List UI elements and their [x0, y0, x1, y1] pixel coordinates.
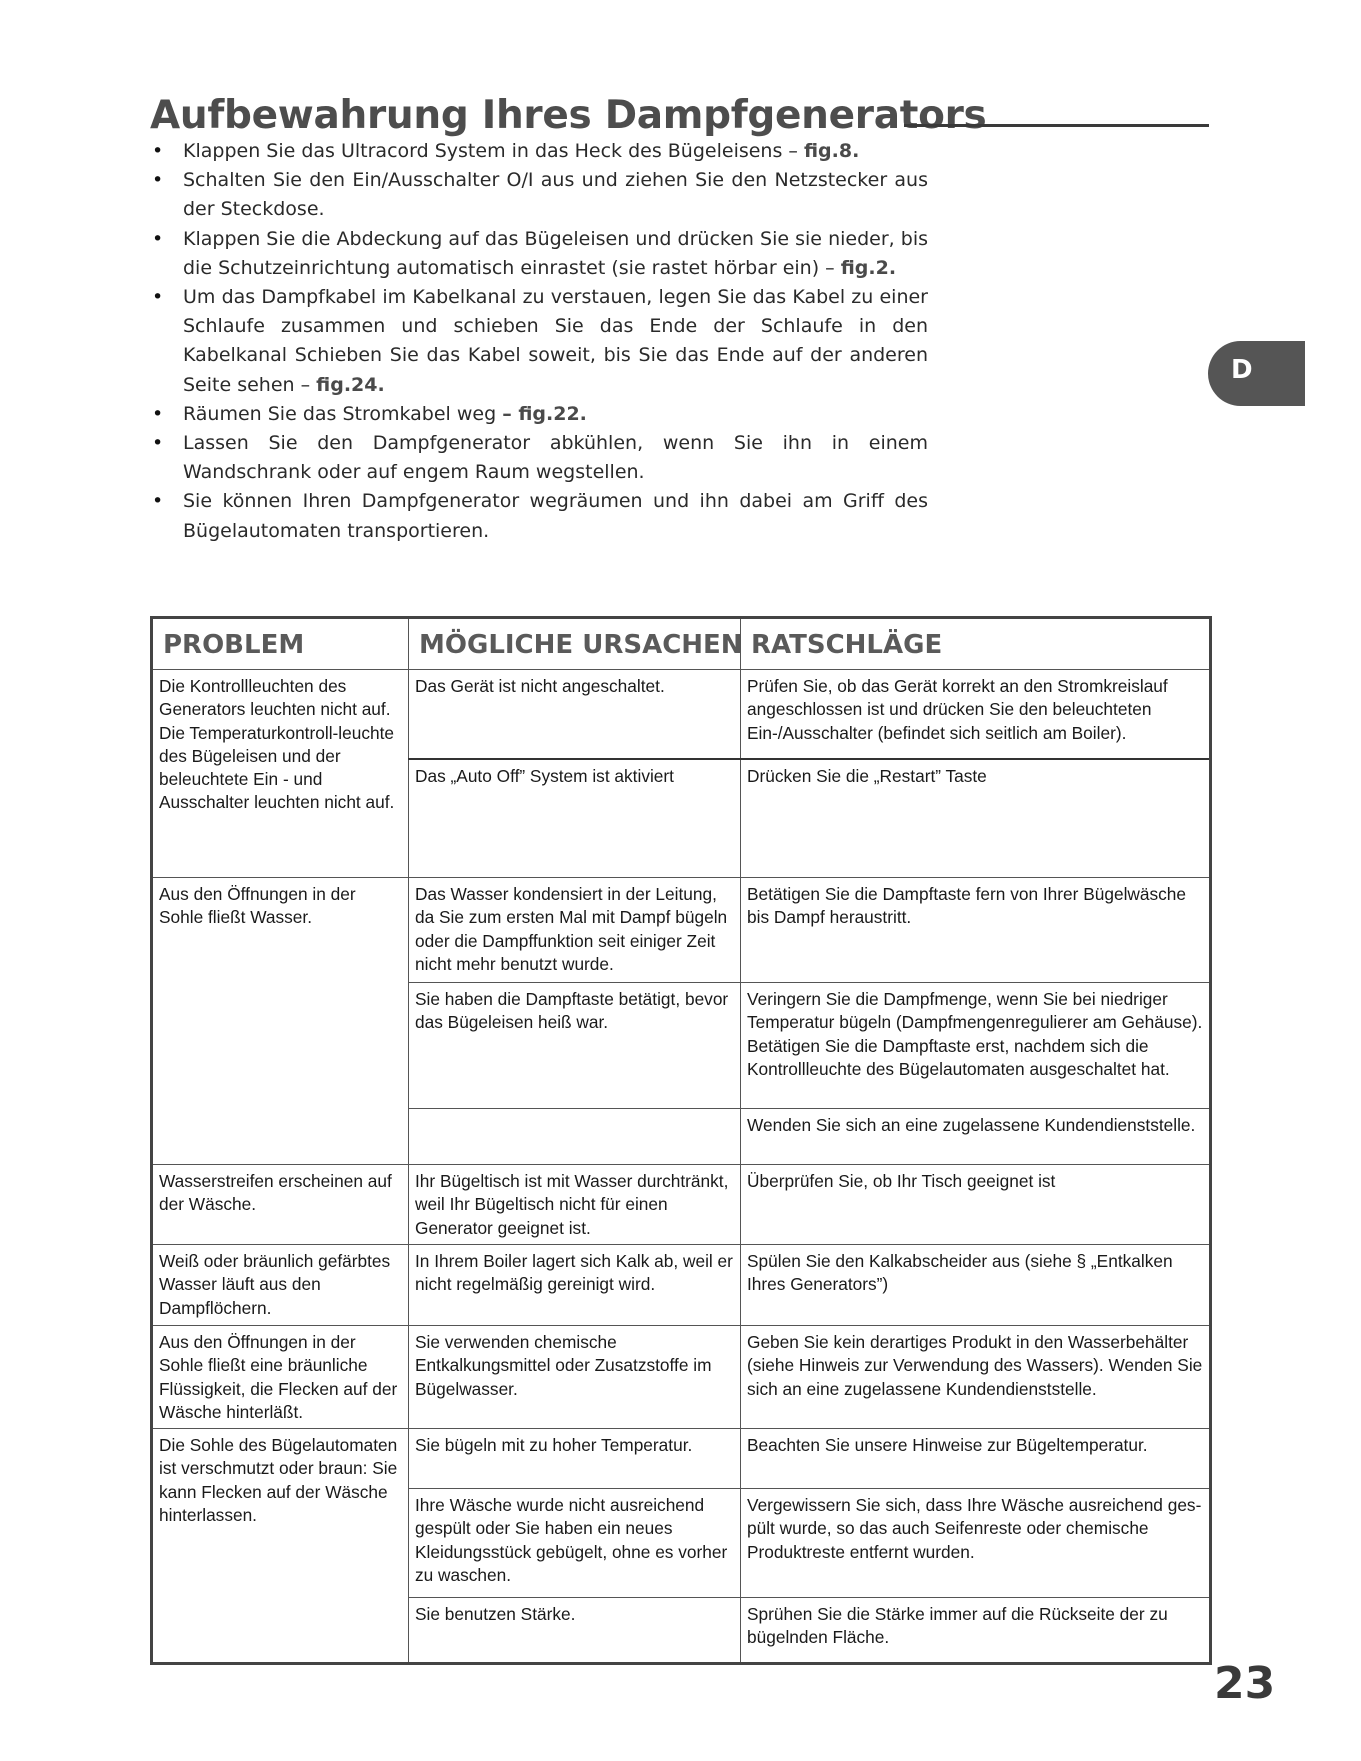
header-problem: PROBLEM [163, 630, 305, 660]
language-tab [1208, 341, 1305, 406]
remedy-cell: Sprühen Sie die Stärke immer auf die Rückseite der zu bügelnden Fläche. [747, 1604, 1168, 1648]
cause-cell: Das Wasser kondensiert in der Leitung, da Sie zum ersten Mal mit Dampf bügeln oder die Dampffunktion seit einiger Zeit nicht mehr benutzt wurde. [415, 884, 728, 974]
cause-cell: Ihr Bügeltisch ist mit Wasser durchtränkt, weil Ihr Bügeltisch nicht für einen Generator geeignet ist. [415, 1171, 729, 1238]
remedy-cell: Betätigen Sie die Dampftaste fern von Ihrer Bügelwäsche bis Dampf heraustritt. [747, 884, 1187, 928]
cause-cell: Sie verwenden chemische Entkalkungsmittel oder Zusatzstoffe im Bügelwasser. [415, 1332, 712, 1399]
figure-reference: fig.2. [840, 256, 897, 279]
list-item: • Lassen Sie den Dampfgenerator abkühlen, wenn Sie ihn in einem Wandschrank oder auf engem Raum wegstellen. [150, 429, 928, 487]
remedy-cell: Beachten Sie unsere Hinweise zur Bügeltemperatur. [747, 1435, 1148, 1455]
cause-cell: Sie haben die Dampftaste betätigt, bevor das Bügeleisen heiß war. [415, 989, 729, 1033]
remedy-cell: Überprüfen Sie, ob Ihr Tisch geeignet ist [747, 1171, 1056, 1191]
problem-cell: Die Sohle des Bügelautomaten ist verschmutzt oder braun: Sie kann Flecken auf der Wäsche hinterlassen. [159, 1435, 398, 1525]
problem-cell: Wasserstreifen erscheinen auf der Wäsche. [159, 1171, 392, 1215]
cause-cell: Das Gerät ist nicht angeschaltet. [415, 676, 665, 696]
remedy-cell: Prüfen Sie, ob das Gerät korrekt an den Stromkreislauf angeschlossen ist und drücken Sie den beleuchteten Ein-/Ausschalter (befindet sich seitlich am Boiler). [747, 676, 1168, 743]
remedy-cell: Wenden Sie sich an eine zugelassene Kundendienststelle. [747, 1115, 1196, 1135]
problem-cell: Aus den Öffnungen in der Sohle fließt Wasser. [159, 884, 356, 928]
remedy-cell: Vergewissern Sie sich, dass Ihre Wäsche ausreichend ges-pült wurde, so das auch Seifenreste oder chemische Produktreste entfernt wurden. [747, 1495, 1202, 1562]
remedy-cell: Geben Sie kein derartiges Produkt in den Wasserbehälter (siehe Hinweis zur Verwendung des Wassers). Wenden Sie sich an eine zugelassene Kundendienststelle. [747, 1332, 1203, 1399]
remedy-cell: Spülen Sie den Kalkabscheider aus (siehe § „Entkalken Ihres Generators”) [747, 1251, 1173, 1295]
cause-cell: Ihre Wäsche wurde nicht ausreichend gespült oder Sie haben ein neues Kleidungsstück gebügelt, ohne es vorher zu waschen. [415, 1495, 728, 1585]
figure-reference: fig.24. [316, 373, 385, 396]
list-item: • Klappen Sie die Abdeckung auf das Bügeleisen und drücken Sie sie nieder, bis die Schutzeinrichtung automatisch einrastet (sie rastet hörbar ein) – fig.2. [150, 225, 928, 283]
page-number: 23 [1214, 1658, 1276, 1709]
header-causes: MÖGLICHE URSACHEN [419, 630, 743, 660]
cause-cell: Das „Auto Off” System ist aktiviert [415, 766, 674, 786]
problem-cell: Weiß oder bräunlich gefärbtes Wasser läuft aus den Dampflöchern. [159, 1251, 391, 1318]
cause-cell: Sie benutzen Stärke. [415, 1604, 576, 1624]
list-item: • Klappen Sie das Ultracord System in das Heck des Bügeleisens – fig.8. [150, 137, 928, 166]
list-item: • Um das Dampfkabel im Kabelkanal zu verstauen, legen Sie das Kabel zu einer Schlaufe zusammen und schieben Sie das Ende der Schlaufe in den Kabelkanal Schieben Sie das Kabel soweit, bis Sie das Ende auf der anderen Seite sehen – fig.24. [150, 283, 928, 400]
title-rule [904, 124, 1209, 127]
problem-cell: Die Kontrollleuchten des Generators leuchten nicht auf. Die Temperaturkontroll-leuchte des Bügeleisen und der beleuchtete Ein - und Ausschalter leuchten nicht auf. [159, 676, 395, 813]
language-tab-label: D [1231, 355, 1253, 385]
cause-cell [409, 1109, 740, 1164]
cause-cell: Sie bügeln mit zu hoher Temperatur. [415, 1435, 693, 1455]
problem-cell: Aus den Öffnungen in der Sohle fließt eine bräunliche Flüssigkeit, die Flecken auf der Wäsche hinterläßt. [159, 1332, 398, 1422]
troubleshooting-table [150, 616, 1212, 1665]
list-item: • Schalten Sie den Ein/Ausschalter O/I aus und ziehen Sie den Netzstecker aus der Steckdose. [150, 166, 928, 224]
list-item: • Sie können Ihren Dampfgenerator wegräumen und ihn dabei am Griff des Bügelautomaten transportieren. [150, 487, 928, 545]
list-item: • Räumen Sie das Stromkabel weg – fig.22. [150, 400, 928, 429]
figure-reference: – fig.22. [502, 402, 587, 425]
cause-cell: In Ihrem Boiler lagert sich Kalk ab, weil er nicht regelmäßig gereinigt wird. [415, 1251, 733, 1295]
header-remedies: RATSCHLÄGE [751, 630, 943, 660]
storage-instructions-list [150, 137, 928, 546]
remedy-cell: Veringern Sie die Dampfmenge, wenn Sie bei niedriger Temperatur bügeln (Dampfmengenregulierer am Gehäuse). Betätigen Sie die Dampftaste erst, nachdem sich die Kontrollleuchte des Bügelautomaten ausgeschaltet hat. [747, 989, 1203, 1079]
remedy-cell: Drücken Sie die „Restart” Taste [747, 766, 987, 786]
page-title: Aufbewahrung Ihres Dampfgenerators [150, 93, 987, 138]
figure-reference: fig.8. [803, 140, 860, 162]
